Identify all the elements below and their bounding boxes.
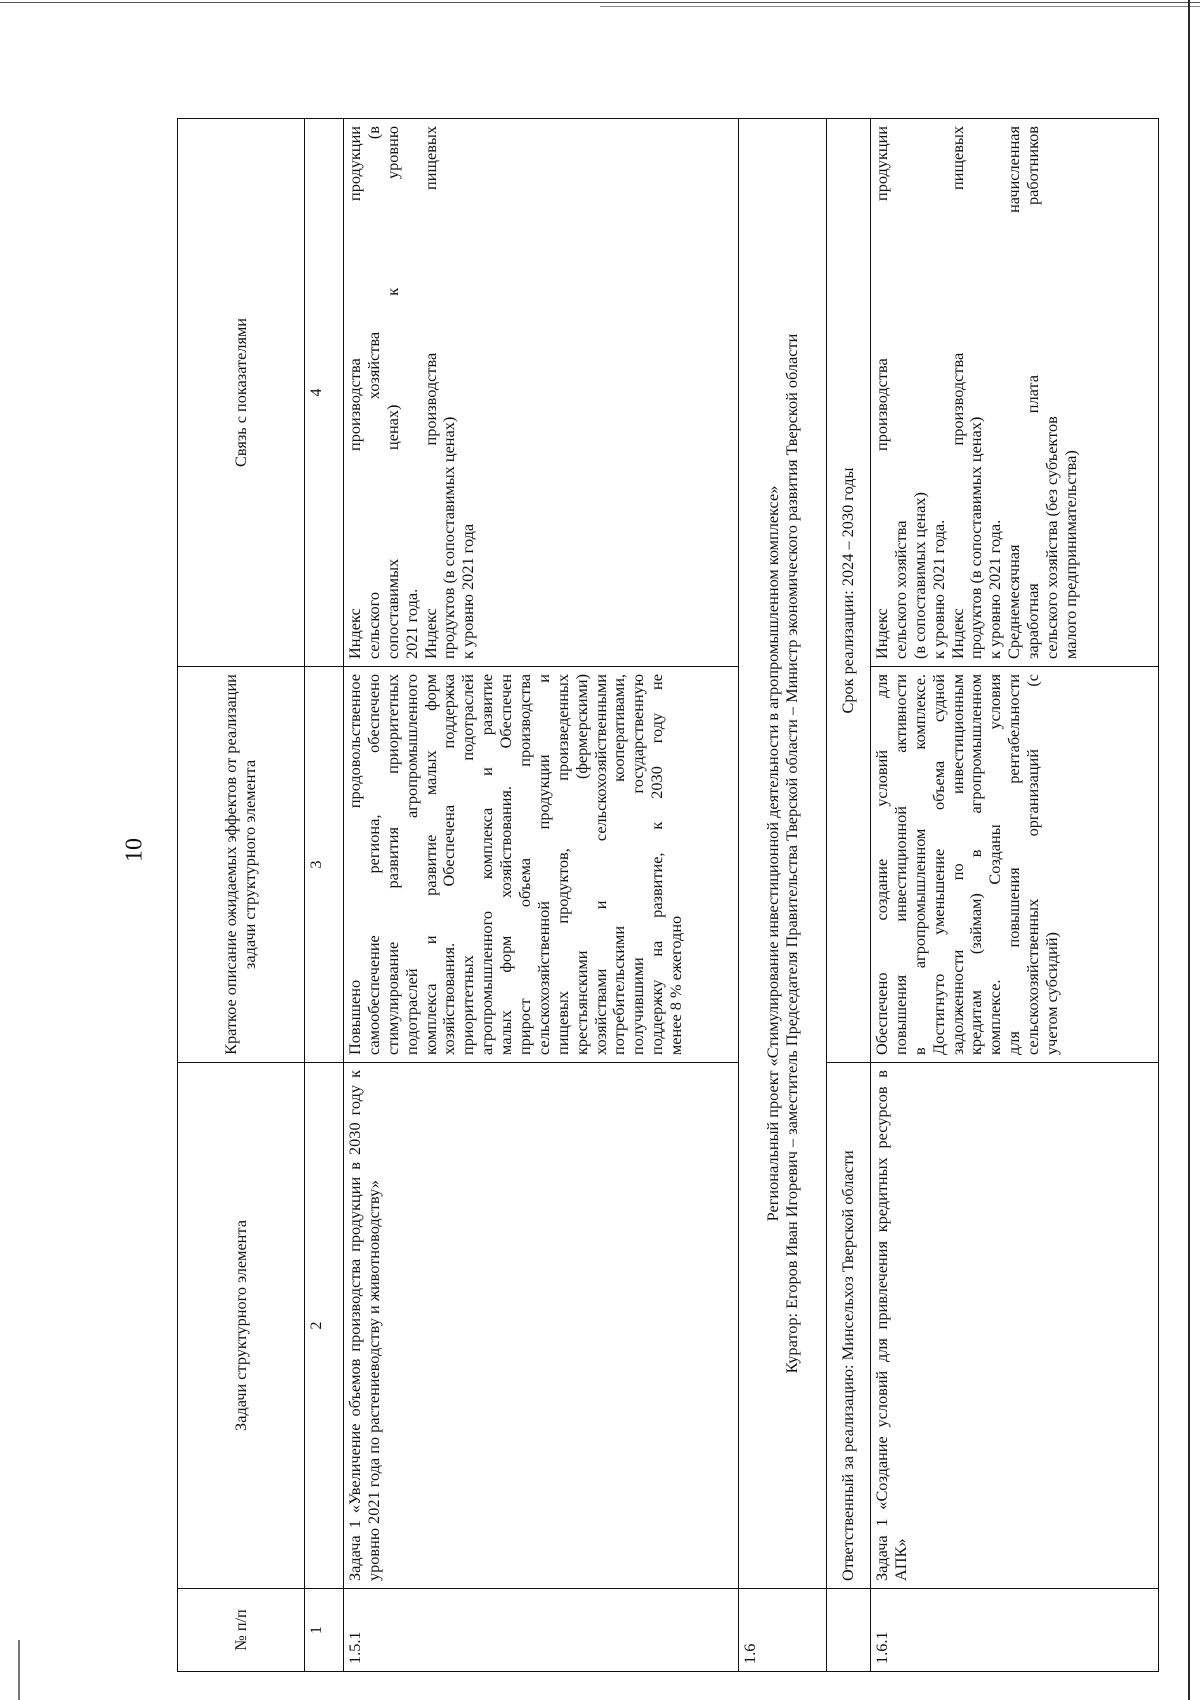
indicators-line: заработная плата работников — [1023, 126, 1043, 659]
effects-line: кредитам (займам) в агропромышленном — [966, 674, 986, 1055]
header-tasks: Задачи структурного элемента — [178, 1063, 305, 1589]
row-number: 1.6.1 — [871, 1589, 1159, 1672]
indicators-line: Среднемесячная начисленная — [1004, 126, 1024, 659]
indicators-text — [344, 119, 739, 667]
scan-top-rule-secondary — [600, 6, 1200, 7]
effects-line: агропромышленного комплекса и развитие — [477, 674, 497, 1055]
effects-line: хозяйствами и сельскохозяйственными — [590, 674, 610, 1055]
indicators-line: сопоставимых ценах) к уровню — [382, 126, 402, 659]
indicators-line: к уровню 2021 года — [458, 523, 478, 659]
effects-text — [344, 667, 739, 1063]
table-row-1-6 — [739, 119, 827, 1672]
row-number: 1.5.1 — [344, 1589, 739, 1672]
task-text: Задача 1 «Увеличение объемов производства продукции в 2030 году к уровню 2021 года по растениеводству и животноводству» — [344, 1063, 739, 1589]
effects-line: для повышения рентабельности — [1004, 674, 1024, 1055]
effects-line: сельскохозяйственной продукции и — [533, 674, 553, 1055]
period-text: Срок реализации: 2024 – 2030 годы — [827, 119, 871, 1063]
effects-line: крестьянскими (фермерскими) — [571, 674, 591, 1055]
effects-line: сельскохозяйственных организаций (с — [1023, 674, 1043, 1055]
column-number-2: 2 — [305, 1063, 344, 1589]
effects-line: стимулирование развития приоритетных — [382, 674, 402, 1055]
indicators-line: Индекс производства пищевых — [947, 126, 967, 659]
page-number: 10 — [121, 838, 148, 862]
indicators-line: Индекс производства пищевых — [420, 126, 440, 659]
indicators-line: продуктов (в сопоставимых ценах) — [439, 416, 459, 659]
effects-line: задолженности по инвестиционным — [947, 674, 967, 1055]
effects-line: потребительскими кооперативами, — [609, 674, 629, 1055]
indicators-line: сельского хозяйства — [890, 520, 910, 659]
effects-line: Обеспечено создание условий для — [872, 674, 891, 1055]
scan-top-rule — [0, 2, 1200, 3]
effects-line: приоритетных подотраслей — [458, 674, 478, 1055]
effects-line: прирост объема производства — [515, 674, 535, 1055]
indicators-line: (в сопоставимых ценах) — [909, 492, 929, 659]
effects-line: комплексе. Созданы условия — [985, 674, 1005, 1055]
effects-line: Повышено продовольственное — [345, 674, 364, 1055]
scan-left-mark — [18, 1640, 20, 1700]
effects-line: получившими государственную — [628, 674, 648, 1055]
effects-text — [871, 667, 1159, 1063]
indicators-text — [871, 119, 1159, 667]
column-number-1: 1 — [305, 1589, 344, 1672]
header-number: № п/п — [178, 1589, 305, 1672]
rotated-table-container — [177, 119, 1180, 1672]
indicators-line: сельского хозяйства (без субъектов — [1042, 416, 1062, 659]
indicators-line: продуктов (в сопоставимых ценах) — [966, 416, 986, 659]
effects-line: подотраслей агропромышленного — [401, 674, 421, 1055]
indicators-line: Индекс производства продукции — [345, 126, 364, 659]
indicators-line: к уровню 2021 года. — [928, 519, 948, 659]
table-row-responsible — [827, 119, 871, 1672]
structural-elements-table — [177, 118, 1159, 1672]
scan-right-edge — [1188, 0, 1190, 1700]
effects-line: повышения инвестиционной активности — [890, 674, 910, 1055]
effects-line: учетом субсидий) — [1042, 932, 1062, 1055]
effects-line: менее 8 % ежегодно — [666, 915, 686, 1055]
indicators-line: малого предпринимательства) — [1060, 450, 1080, 659]
effects-line: самообеспечение региона, обеспечено — [363, 674, 383, 1055]
indicators-line: сельского хозяйства (в — [363, 126, 383, 659]
table-row-1-5-1 — [344, 119, 739, 1672]
effects-line: пищевых продуктов, произведенных — [552, 674, 572, 1055]
effects-line: поддержку на развитие, к 2030 году не — [647, 674, 667, 1055]
column-numbers-row — [305, 119, 344, 1672]
table-header-row — [178, 119, 305, 1672]
responsible-text: Ответственный за реализацию: Минсельхоз Тверской области — [827, 1063, 871, 1589]
indicators-line: 2021 года. — [401, 588, 421, 659]
indicators-line: Индекс производства продукции — [872, 126, 891, 659]
project-curator: Куратор: Егоров Иван Игоревич – заместитель Председателя Правительства Тверской области – Министр экономического развития Тверской области — [781, 333, 801, 1374]
task-text: Задача 1 «Создание условий для привлечения кредитных ресурсов в АПК» — [871, 1063, 1159, 1589]
effects-line: малых форм хозяйствования. Обеспечен — [496, 674, 516, 1055]
column-number-3: 3 — [305, 667, 344, 1063]
column-number-4: 4 — [305, 119, 344, 667]
effects-line: комплекса и развитие малых форм — [420, 674, 440, 1055]
table-row-1-6-1 — [871, 119, 1159, 1672]
header-indicators: Связь с показателями — [178, 119, 305, 667]
row-number: 1.6 — [739, 1589, 827, 1672]
header-effects: Краткое описание ожидаемых эффектов от реализации задачи структурного элемента — [178, 667, 305, 1063]
effects-line: в агропромышленном комплексе. — [909, 674, 929, 1055]
project-cell — [739, 119, 827, 1589]
effects-line: Достигнуто уменьшение объема судной — [928, 674, 948, 1055]
effects-line: хозяйствования. Обеспечена поддержка — [439, 674, 459, 1055]
indicators-line: к уровню 2021 года. — [985, 519, 1005, 659]
empty-cell — [827, 1589, 871, 1672]
project-title: Региональный проект «Стимулирование инвестиционной деятельности в агропромышленном комплексе» — [762, 485, 782, 1222]
